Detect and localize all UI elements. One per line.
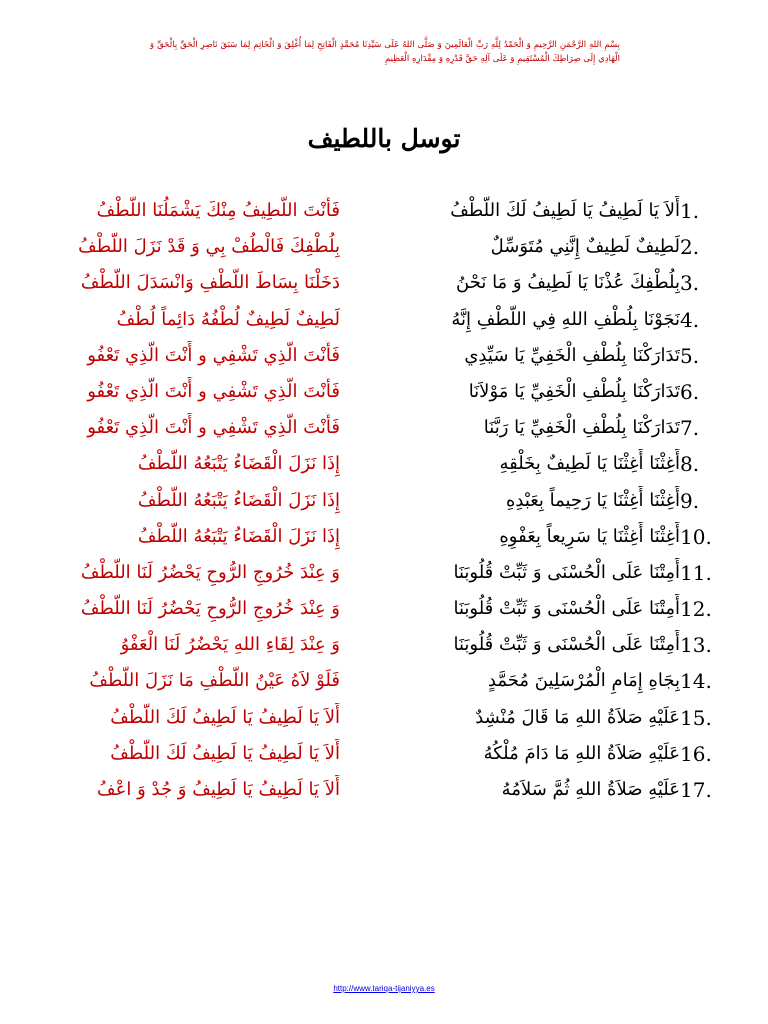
verse-second-hemistich: أَلاَ يَا لَطِيفُ يَا لَطِيفُ وَ جُدْ وَ اعْفُ <box>97 779 340 800</box>
verse-first-hemistich: تَدَارَكْنَا بِلُطْفِ الْخَفِيِّ يَا سَيِّدِي <box>464 344 680 366</box>
verse-row <box>40 558 720 594</box>
verse-first-hemistich: أَمِتْنَا عَلَى الْحُسْنَى وَ ثَبِّتْ قُلُوبَنَا <box>453 561 680 583</box>
verse-second-hemistich: دَخَلْنَا بِسَاطَ اللُّطْفِ وَانْسَدَلَ اللُّطْفُ <box>80 272 340 294</box>
verse-second-hemistich: إِذَا نَزَلَ الْقَضَاءُ يَتْبَعُهُ اللُّطْفُ <box>137 453 340 475</box>
verse-number: 15. <box>680 705 712 730</box>
verse-first-hemistich: بِلُطْفِكَ عُذْنَا يَا لَطِيفُ وَ مَا نَحْنُ <box>456 272 680 294</box>
verse-second-hemistich: أَلاَ يَا لَطِيفُ يَا لَطِيفُ لَكَ اللُّطْفُ <box>110 742 340 764</box>
verse-row <box>40 775 720 811</box>
verse-second-hemistich: إِذَا نَزَلَ الْقَضَاءُ يَتْبَعُهُ اللُّطْفُ <box>137 489 340 511</box>
verse-number: 12. <box>680 597 712 622</box>
verse-first-hemistich: تَدَارَكْنَا بِلُطْفِ الْخَفِيِّ يَا مَوْلاَنَا <box>468 380 680 402</box>
verse-second-hemistich: لَطِيفٌ لَطِيفٌ لُطْفُهُ دَائِماً لُطْفُ <box>116 308 340 330</box>
verse-first-hemistich: بِجَاهِ إِمَامِ الْمُرْسَلِينَ مُحَمَّدٍ <box>487 670 680 692</box>
verse-row <box>40 268 720 304</box>
verse-first-hemistich: أَغِثْنَا أَغِثْنَا يَا رَحِيماً بِعَبْدِهِ <box>505 489 680 511</box>
verse-row <box>40 232 720 268</box>
poem-verses <box>40 196 720 811</box>
verse-number: 2. <box>680 235 700 260</box>
verse-second-hemistich: أَلاَ يَا لَطِيفُ يَا لَطِيفُ لَكَ اللُّطْفُ <box>110 706 340 728</box>
verse-number: 10. <box>680 524 712 549</box>
verse-second-hemistich: وَ عِنْدَ لِقَاءِ اللهِ يَحْضُرُ لَنَا الْعَفْوُ <box>120 634 340 656</box>
footer-link[interactable]: http://www.tariqa-tijaniyya.es <box>333 984 435 993</box>
verse-number: 8. <box>680 452 700 477</box>
verse-number: 5. <box>680 343 700 368</box>
verse-row <box>40 305 720 341</box>
verse-first-hemistich: عَلَيْهِ صَلاَةُ اللهِ مَا دَامَ مُلْكُهُ <box>483 742 680 764</box>
verse-number: 14. <box>680 669 712 694</box>
verse-row <box>40 703 720 739</box>
verse-first-hemistich: أَغِثْنَا أَغِثْنَا يَا لَطِيفٌ بِخَلْقِهِ <box>499 453 680 475</box>
verse-row <box>40 413 720 449</box>
verse-second-hemistich: وَ عِنْدَ خُرُوجِ الرُّوحِ يَحْضُرُ لَنَا اللُّطْفُ <box>80 561 340 583</box>
verse-row <box>40 377 720 413</box>
verse-second-hemistich: إِذَا نَزَلَ الْقَضَاءُ يَتْبَعُهُ اللُّطْفُ <box>137 525 340 547</box>
verse-row <box>40 594 720 630</box>
page-title: توسل باللطيف <box>307 124 461 153</box>
verse-first-hemistich: أَغِثْنَا أَغِثْنَا يَا سَرِيعاً بِعَفْوِهِ <box>499 525 680 547</box>
verse-number: 9. <box>680 488 700 513</box>
verse-number: 11. <box>680 560 712 585</box>
verse-second-hemistich: فَلَوْ لاَهُ عَيْنُ اللُّطْفِ مَا نَزَلَ اللُّطْفُ <box>89 670 340 692</box>
verse-first-hemistich: أَمِتْنَا عَلَى الْحُسْنَى وَ ثَبِّتْ قُلُوبَنَا <box>453 598 680 620</box>
verse-number: 6. <box>680 379 700 404</box>
verse-row <box>40 739 720 775</box>
verse-row <box>40 486 720 522</box>
verse-number: 3. <box>680 271 700 296</box>
verse-first-hemistich: عَلَيْهِ صَلاَةُ اللهِ مَا قَالَ مُنْشِدٌ <box>475 706 680 728</box>
verse-first-hemistich: تَدَارَكْنَا بِلُطْفِ الْخَفِيِّ يَا رَبَّنَا <box>483 417 680 439</box>
verse-row <box>40 522 720 558</box>
verse-number: 4. <box>680 307 700 332</box>
verse-number: 16. <box>680 741 712 766</box>
verse-second-hemistich: فَأَنْتَ الَّذِي تَشْفِي و أَنْتَ الَّذِي تَعْفُو <box>87 380 340 402</box>
verse-second-hemistich: بِلُطْفِكَ فَالْطُفْ بِي وَ قَدْ نَزَلَ اللُّطْفُ <box>78 236 340 258</box>
verse-first-hemistich: أَلاَ يَا لَطِيفُ يَا لَطِيفُ لَكَ اللُّطْفُ <box>450 200 680 221</box>
verse-second-hemistich: فَأَنْتَ اللَّطِيفُ مِنْكَ يَشْمَلُنَا اللُّطْفُ <box>96 200 340 221</box>
opening-invocation: بِسْمِ اللهِ الرَّحْمَنِ الرَّحِيمِ وَ الْحَمْدُ لِلَّهِ رَبِّ الْعَالَمِينَ وَ صَلَّى اللهُ عَلَى سَيِّدِنَا مُحَمَّدٍ الْفَاتِحِ لِمَا أُغْلِقَ وَ الْخَاتِمِ لِمَا سَبَقَ نَاصِرِ الْحَقِّ بِالْحَقِّ وَ الْهَادِي إِلَى صِرَاطِكَ الْمُسْتَقِيمِ وَ عَلَى آلِهِ حَقَّ قَدْرِهِ وَ مِقْدَارِهِ الْعَظِيمِ <box>150 40 620 64</box>
verse-second-hemistich: فَأَنْتَ الَّذِي تَشْفِي و أَنْتَ الَّذِي تَعْفُو <box>87 417 340 439</box>
verse-row <box>40 666 720 702</box>
verse-number: 1. <box>680 199 700 223</box>
verse-second-hemistich: فَأَنْتَ الَّذِي تَشْفِي و أَنْتَ الَّذِي تَعْفُو <box>87 344 340 366</box>
verse-number: 7. <box>680 416 700 441</box>
verse-first-hemistich: عَلَيْهِ صَلاَةُ اللهِ ثُمَّ سَلاَمُهُ <box>501 779 680 800</box>
verse-row <box>40 196 720 232</box>
verse-first-hemistich: نَجَوْنَا بِلُطْفِ اللهِ فِي اللُّطْفِ إِنَّهُ <box>451 308 680 330</box>
verse-first-hemistich: أَمِتْنَا عَلَى الْحُسْنَى وَ ثَبِّتْ قُلُوبَنَا <box>453 634 680 656</box>
verse-row <box>40 449 720 485</box>
verse-number: 13. <box>680 633 712 658</box>
verse-row <box>40 630 720 666</box>
verse-second-hemistich: وَ عِنْدَ خُرُوجِ الرُّوحِ يَحْضُرُ لَنَا اللُّطْفُ <box>80 598 340 620</box>
verse-number: 17. <box>680 778 712 802</box>
verse-first-hemistich: لَطِيفٌ لَطِيفٌ إِنَّنِي مُتَوَسِّلٌ <box>490 236 680 258</box>
verse-row <box>40 341 720 377</box>
